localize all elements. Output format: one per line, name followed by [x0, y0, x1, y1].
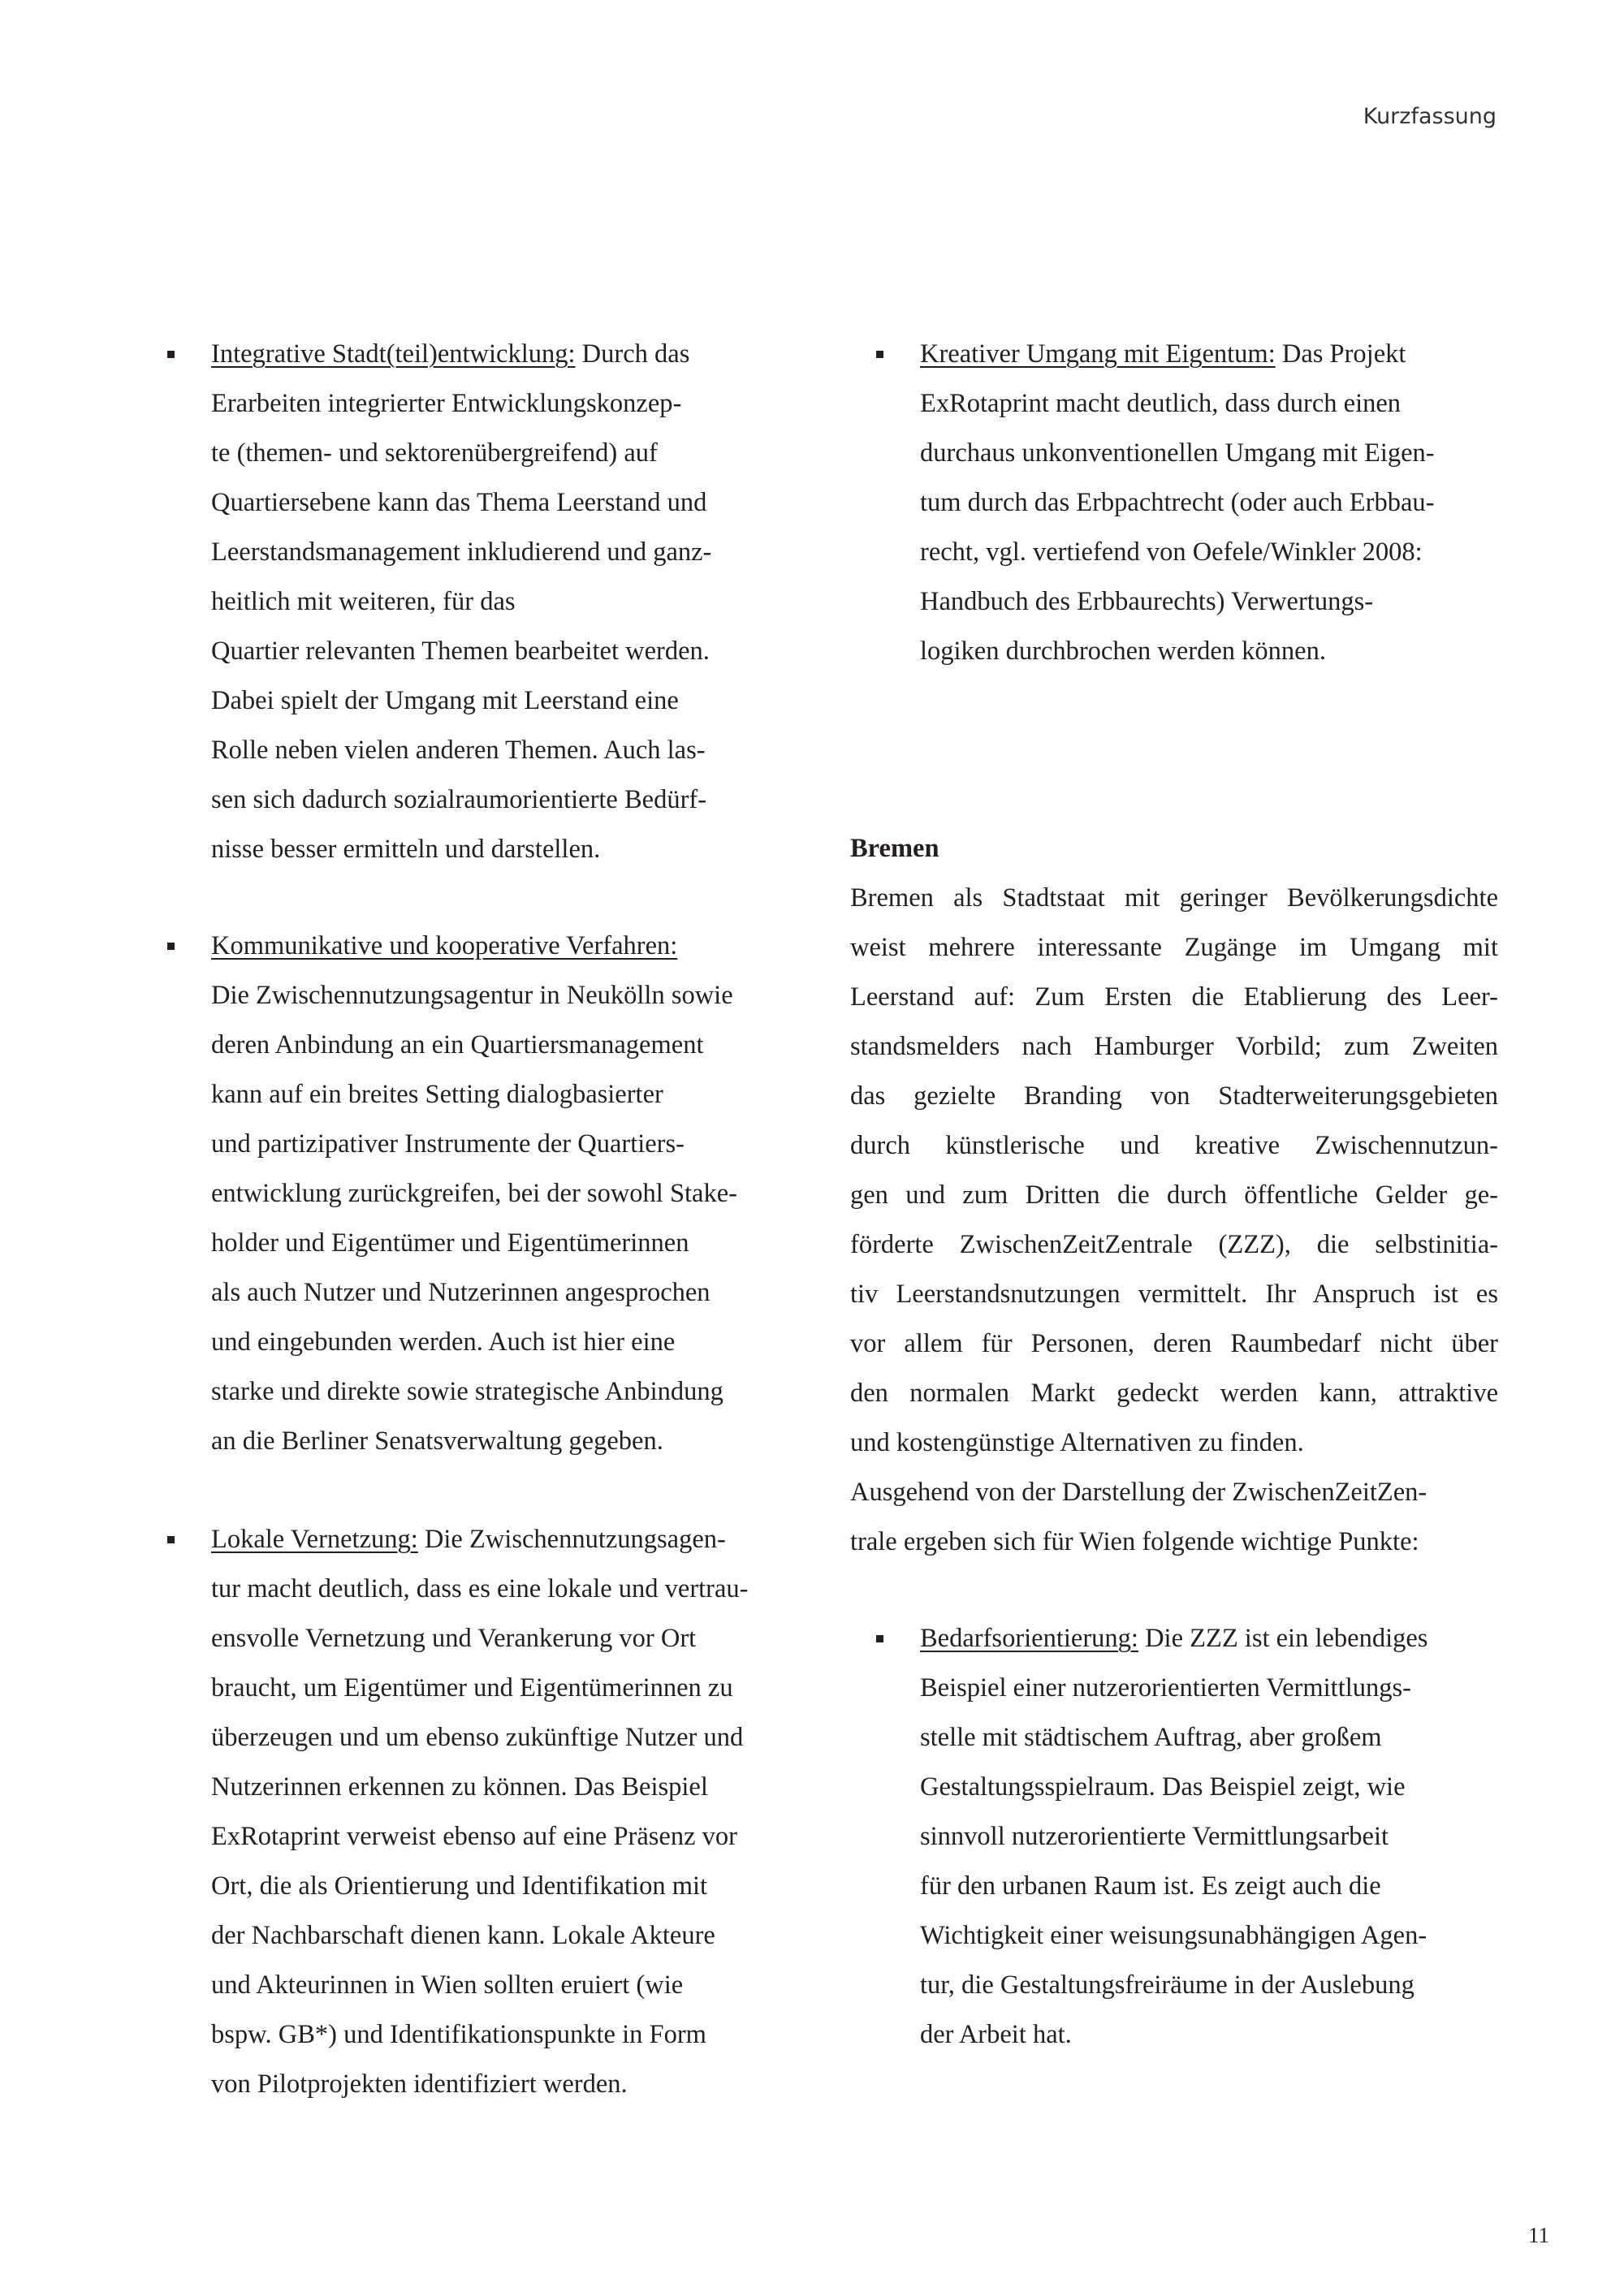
text-line: durchaus unkonventionellen Umgang mit Eigen-	[920, 438, 1435, 468]
text-line: braucht, um Eigentümer und Eigentümerinnen zu	[211, 1673, 733, 1703]
list-item-bedarfsorientierung	[920, 1614, 1498, 2060]
list-item-lead: Bedarfsorientierung:	[920, 1624, 1138, 1653]
text-line: überzeugen und um ebenso zukünftige Nutzer und	[211, 1723, 744, 1752]
text-line: logiken durchbrochen werden können.	[920, 637, 1326, 666]
list-item-first-line	[211, 1515, 789, 1564]
list-item-lead: Integrative Stadt(teil)entwicklung:	[211, 339, 576, 369]
text-line: kann auf ein breites Setting dialogbasierter	[211, 1080, 663, 1109]
text-line: te (themen- und sektorenübergreifend) auf	[211, 438, 658, 468]
text-line: Quartiersebene kann das Thema Leerstand und	[211, 488, 707, 517]
text-line: an die Berliner Senatsverwaltung gegeben.	[211, 1426, 663, 1456]
bullet-icon	[167, 351, 175, 358]
text-line: ExRotaprint verweist ebenso auf eine Präsenz vor	[211, 1822, 737, 1851]
running-header: Kurzfassung	[1363, 104, 1497, 129]
list-item-first-line	[211, 921, 789, 971]
text-line: ExRotaprint macht deutlich, dass durch einen	[920, 389, 1402, 418]
bullet-icon	[167, 1536, 175, 1543]
list-item-lead: Lokale Vernetzung:	[211, 1525, 418, 1554]
text-line: Nutzerinnen erkennen zu können. Das Beispiel	[211, 1772, 708, 1802]
list-item-text: Die Zwischennutzungsagen-	[417, 1525, 726, 1554]
text-line: gen und zum Dritten die durch öffentliche Gelder ge-	[850, 1180, 1498, 1210]
text-line: bspw. GB*) und Identifikationspunkte in Form	[211, 2020, 706, 2049]
text-line: vor allem für Personen, deren Raumbedarf nicht über	[850, 1329, 1498, 1358]
list-item-text: Die ZZZ ist ein lebendiges	[1138, 1624, 1428, 1653]
text-line: stelle mit städtischem Auftrag, aber großem	[920, 1723, 1382, 1752]
list-item-kommunikative-verfahren	[211, 921, 789, 1466]
text-line: starke und direkte sowie strategische Anbindung	[211, 1377, 723, 1406]
text-line: tur, die Gestaltungsfreiräume in der Auslebung	[920, 1970, 1415, 2000]
text-line: Gestaltungsspielraum. Das Beispiel zeigt, wie	[920, 1772, 1406, 1802]
text-line: Dabei spielt der Umgang mit Leerstand eine	[211, 686, 679, 715]
list-item-first-line	[920, 330, 1498, 379]
text-line: den normalen Markt gedeckt werden kann, attraktive	[850, 1379, 1498, 1408]
list-item-integrative-stadtentwicklung	[211, 330, 789, 874]
text-line: Bremen als Stadtstaat mit geringer Bevölkerungsdichte	[850, 883, 1498, 913]
text-line: der Nachbarschaft dienen kann. Lokale Akteure	[211, 1921, 715, 1950]
text-line: für den urbanen Raum ist. Es zeigt auch die	[920, 1871, 1381, 1901]
text-line: das gezielte Branding von Stadterweiterungsgebieten	[850, 1081, 1498, 1111]
text-line: Die Zwischennutzungsagentur in Neukölln sowie	[211, 981, 733, 1010]
text-line: ensvolle Vernetzung und Verankerung vor Ort	[211, 1624, 697, 1653]
text-line: weist mehrere interessante Zugänge im Umgang mit	[850, 933, 1498, 962]
text-line: tum durch das Erbpachtrecht (oder auch Erbbau-	[920, 488, 1435, 517]
text-line: standsmelders nach Hamburger Vorbild; zum Zweiten	[850, 1032, 1498, 1061]
heading-text: Bremen	[850, 834, 939, 863]
bullet-icon	[876, 1635, 883, 1642]
text-line: heitlich mit weiteren, für das	[211, 587, 516, 616]
text-line: Quartier relevanten Themen bearbeitet werden.	[211, 637, 710, 666]
bullet-icon	[167, 943, 175, 950]
list-item-first-line	[920, 1614, 1498, 1664]
bremen-paragraph	[850, 874, 1498, 1567]
text-line: Rolle neben vielen anderen Themen. Auch las-	[211, 736, 706, 765]
list-item-text: Durch das	[575, 339, 690, 369]
text-line: sen sich dadurch sozialraumorientierte Bedürf-	[211, 785, 707, 814]
list-item-first-line	[211, 330, 789, 379]
text-line: nisse besser ermitteln und darstellen.	[211, 835, 601, 864]
text-line: holder und Eigentümer und Eigentümerinnen	[211, 1228, 689, 1258]
text-line: entwicklung zurückgreifen, bei der sowohl Stake-	[211, 1179, 737, 1208]
bullet-icon	[876, 351, 883, 358]
text-line: als auch Nutzer und Nutzerinnen angesprochen	[211, 1278, 710, 1307]
list-item-kreativer-umgang	[920, 330, 1498, 676]
text-line: und partizipativer Instrumente der Quartiers-	[211, 1129, 685, 1159]
list-item-lead: Kommunikative und kooperative Verfahren:	[211, 931, 678, 960]
text-line: trale ergeben sich für Wien folgende wichtige Punkte:	[850, 1527, 1419, 1556]
text-line: deren Anbindung an ein Quartiersmanagement	[211, 1030, 704, 1060]
text-line: Leerstand auf: Zum Ersten die Etablierung des Leer-	[850, 982, 1498, 1012]
text-line: und kostengünstige Alternativen zu finden.	[850, 1428, 1304, 1457]
page-number: 11	[1528, 2223, 1549, 2247]
text-line: Ort, die als Orientierung und Identifikation mit	[211, 1871, 708, 1901]
text-line: recht, vgl. vertiefend von Oefele/Winkler 2008:	[920, 537, 1423, 567]
text-line: tiv Leerstandsnutzungen vermittelt. Ihr Anspruch ist es	[850, 1280, 1498, 1309]
text-line: und Akteurinnen in Wien sollten eruiert (wie	[211, 1970, 684, 2000]
text-line: tur macht deutlich, dass es eine lokale und vertrau-	[211, 1574, 749, 1603]
text-line: Ausgehend von der Darstellung der ZwischenZeitZen-	[850, 1478, 1427, 1507]
list-item-text: Das Projekt	[1275, 339, 1406, 369]
text-line: sinnvoll nutzerorientierte Vermittlungsarbeit	[920, 1822, 1389, 1851]
list-item-lead: Kreativer Umgang mit Eigentum:	[920, 339, 1276, 369]
text-line: durch künstlerische und kreative Zwischennutzun-	[850, 1131, 1498, 1160]
list-item-lokale-vernetzung	[211, 1515, 789, 2109]
text-line: Wichtigkeit einer weisungsunabhängigen Agen-	[920, 1921, 1427, 1950]
text-line: Erarbeiten integrierter Entwicklungskonzep-	[211, 389, 682, 418]
section-heading-bremen	[850, 824, 1498, 874]
text-line: der Arbeit hat.	[920, 2020, 1072, 2049]
text-line: Leerstandsmanagement inkludierend und ganz-	[211, 537, 712, 567]
text-line: von Pilotprojekten identifiziert werden.	[211, 2069, 628, 2099]
text-line: und eingebunden werden. Auch ist hier eine	[211, 1327, 676, 1357]
text-line: Handbuch des Erbbaurechts) Verwertungs-	[920, 587, 1374, 616]
text-line: Beispiel einer nutzerorientierten Vermittlungs-	[920, 1673, 1411, 1703]
text-line: förderte ZwischenZeitZentrale (ZZZ), die selbstinitia-	[850, 1230, 1498, 1259]
